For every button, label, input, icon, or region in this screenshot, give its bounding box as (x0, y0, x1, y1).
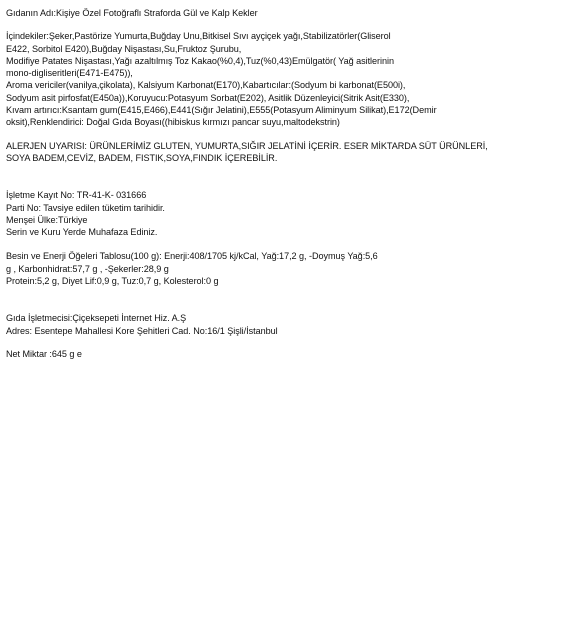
allergen-warning (6, 140, 578, 165)
storage-instructions: Serin ve Kuru Yerde Muhafaza Ediniz. (6, 227, 158, 238)
ingredients-line: Modifiye Patates Nişastası,Yağı azaltılmış Toz Kakao(%0,4),Tuz(%0,43)Emülgatör( Yağ asitlerinin (6, 55, 394, 66)
business-operator (6, 312, 578, 337)
ingredients-line: oksit),Renklendirici: Doğal Gıda Boyası((hibiskus kırmızı pancar suyu,maltodekstrin) (6, 117, 340, 128)
nutrition-line: Protein:5,2 g, Diyet Lif:0,9 g, Tuz:0,7 g, Kolesterol:0 g (6, 276, 219, 287)
ingredients-line: Sodyum asit pirfosfat(E450a)),Koruyucu:Potasyum Sorbat(E202), Asitlik Düzenleyici(Sitrik Asit(E330), (6, 92, 410, 103)
batch-number: Parti No: Tavsiye edilen tüketim tarihidir. (6, 202, 165, 213)
ingredients-line: İçindekiler:Şeker,Pastörize Yumurta,Buğday Unu,Bitkisel Sıvı ayçiçek yağı,Stabilizatörler(Gliserol (6, 31, 391, 42)
business-registration-number: İşletme Kayıt No: TR-41-K- 031666 (6, 190, 147, 201)
operator-address: Adres: Esentepe Mahallesi Kore Şehitleri Cad. No:16/1 Şişli/İstanbul (6, 325, 278, 336)
operator-name: Gıda İşletmecisi:Çiçeksepeti İnternet Hiz. A.Ş (6, 313, 187, 324)
allergen-line: SOYA BADEM,CEVİZ, BADEM, FISTIK,SOYA,FINDIK İÇEREBİLİR. (6, 152, 278, 163)
ingredients-section (6, 30, 578, 128)
product-label-document (6, 7, 578, 360)
net-quantity: Net Miktar :645 g e (6, 348, 82, 359)
country-of-origin: Menşei Ülke:Türkiye (6, 214, 88, 225)
nutrition-facts (6, 250, 578, 287)
product-name: Gıdanın Adı:Kişiye Özel Fotoğraflı Straforda Gül ve Kalp Kekler (6, 8, 258, 18)
nutrition-line: g , Karbonhidrat:57,7 g , -Şekerler:28,9 g (6, 263, 169, 274)
ingredients-line: Aroma vericiler(vanilya,çikolata), Kalsiyum Karbonat(E170),Kabartıcılar:(Sodyum bi karbonat(E500i), (6, 80, 406, 91)
registration-section (6, 189, 578, 238)
allergen-line: ALERJEN UYARISI: ÜRÜNLERİMİZ GLUTEN, YUMURTA,SIĞIR JELATİNİ İÇERİR. ESER MİKTARDA SÜT ÜRÜNLERİ, (6, 140, 488, 151)
ingredients-line: E422, Sorbitol E420),Buğday Nişastası,Su,Fruktoz Şurubu, (6, 43, 242, 54)
ingredients-line: mono-digliseritleri(E471-E475)), (6, 68, 133, 79)
nutrition-line: Besin ve Enerji Öğeleri Tablosu(100 g): Enerji:408/1705 kj/kCal, Yağ:17,2 g, -Doymuş Yağ:5,6 (6, 251, 378, 262)
ingredients-line: Kıvam artırıcı:Ksantam gum(E415,E466),E441(Sığır Jelatini),E555(Potasyum Aliminyum Silikat),E172(Demir (6, 105, 437, 116)
